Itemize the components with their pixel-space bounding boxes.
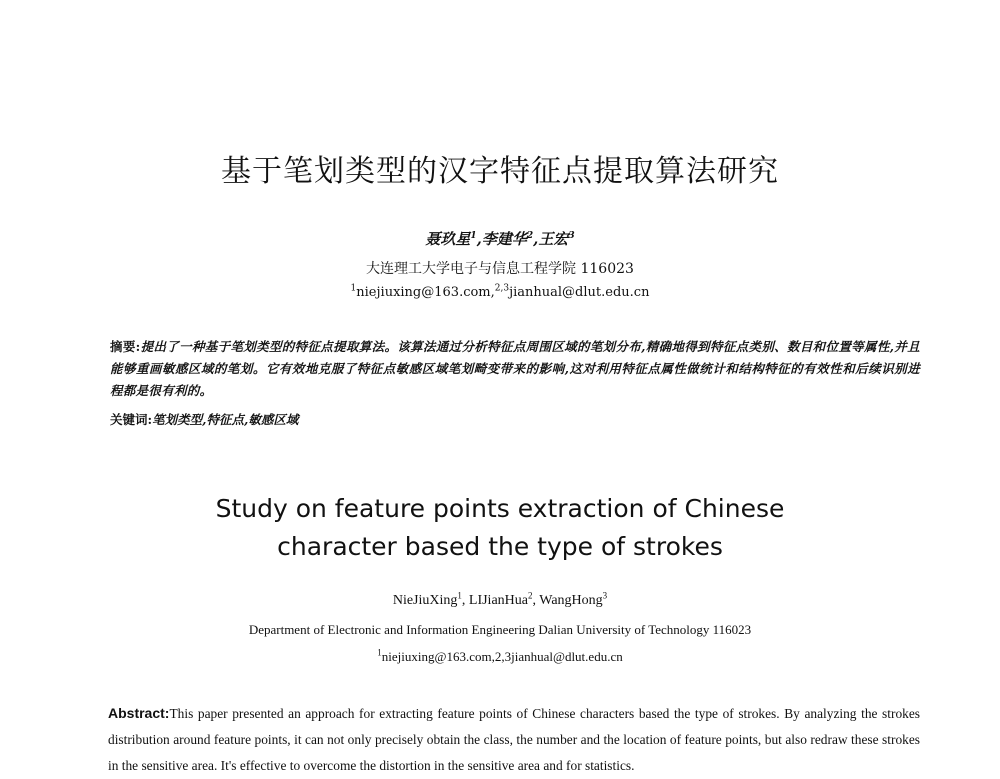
chinese-email: $^1$niejiuxing@163.com,$^{2,3}$jianhual@dlut.edu.cn xyxy=(350,283,650,300)
chinese-authors xyxy=(0,228,1000,249)
chinese-author-1: 聂玖星$^1$, xyxy=(425,230,482,248)
english-author-2: LIJianHua$^2$, xyxy=(468,590,540,608)
chinese-author-3: 王宏$^3$ xyxy=(538,230,575,248)
english-author-3: WangHong$^3$ xyxy=(539,590,608,608)
english-title-line-1: Study on feature points extraction of Chinese xyxy=(215,494,785,523)
english-title xyxy=(0,490,1000,566)
chinese-title: 基于笔划类型的汉字特征点提取算法研究 xyxy=(221,154,779,189)
english-authors xyxy=(0,590,1000,609)
chinese-abstract-label: 摘要: xyxy=(110,339,141,354)
english-author-1: NieJiuXing$^1$, xyxy=(392,590,469,608)
chinese-author-2: 李建华$^2$, xyxy=(481,230,539,248)
english-affiliation: Department of Electronic and Information Engineering Dalian University of Technology 116023 xyxy=(248,622,752,637)
english-email: $^1$niejiuxing@163.com,2,3jianhual@dlut.edu.cn xyxy=(377,647,623,664)
english-title-line-2: character based the type of strokes xyxy=(277,532,723,561)
english-abstract-label: Abstract: xyxy=(108,705,170,721)
english-abstract xyxy=(108,700,920,779)
chinese-abstract xyxy=(110,336,920,402)
chinese-affiliation: 大连理工大学电子与信息工程学院 116023 xyxy=(366,261,634,277)
chinese-keywords-text: 笔划类型,特征点,敏感区域 xyxy=(152,412,299,427)
chinese-abstract-text: 提出了一种基于笔划类型的特征点提取算法。该算法通过分析特征点周围区域的笔划分布,精确地得到特征点类别、数目和位置等属性,并且能够重画敏感区域的笔划。它有效地克服了特征点敏感区域笔划畸变带来的影响,这对利用特征点属性做统计和结构特征的有效性和后续识别进程都是很有利的。 xyxy=(110,339,921,398)
chinese-keywords xyxy=(110,410,920,428)
english-abstract-text: This paper presented an approach for extracting feature points of Chinese characters based the type of strokes. By analyzing the strokes distribution around feature points, it can not only precisely obtain the class, the number and the location of feature points, but also redraw these strokes in the sensitive area. It's effective to overcome the distortion in the sensitive area and for statistics. xyxy=(108,706,920,773)
chinese-keywords-label: 关键词: xyxy=(110,412,153,427)
